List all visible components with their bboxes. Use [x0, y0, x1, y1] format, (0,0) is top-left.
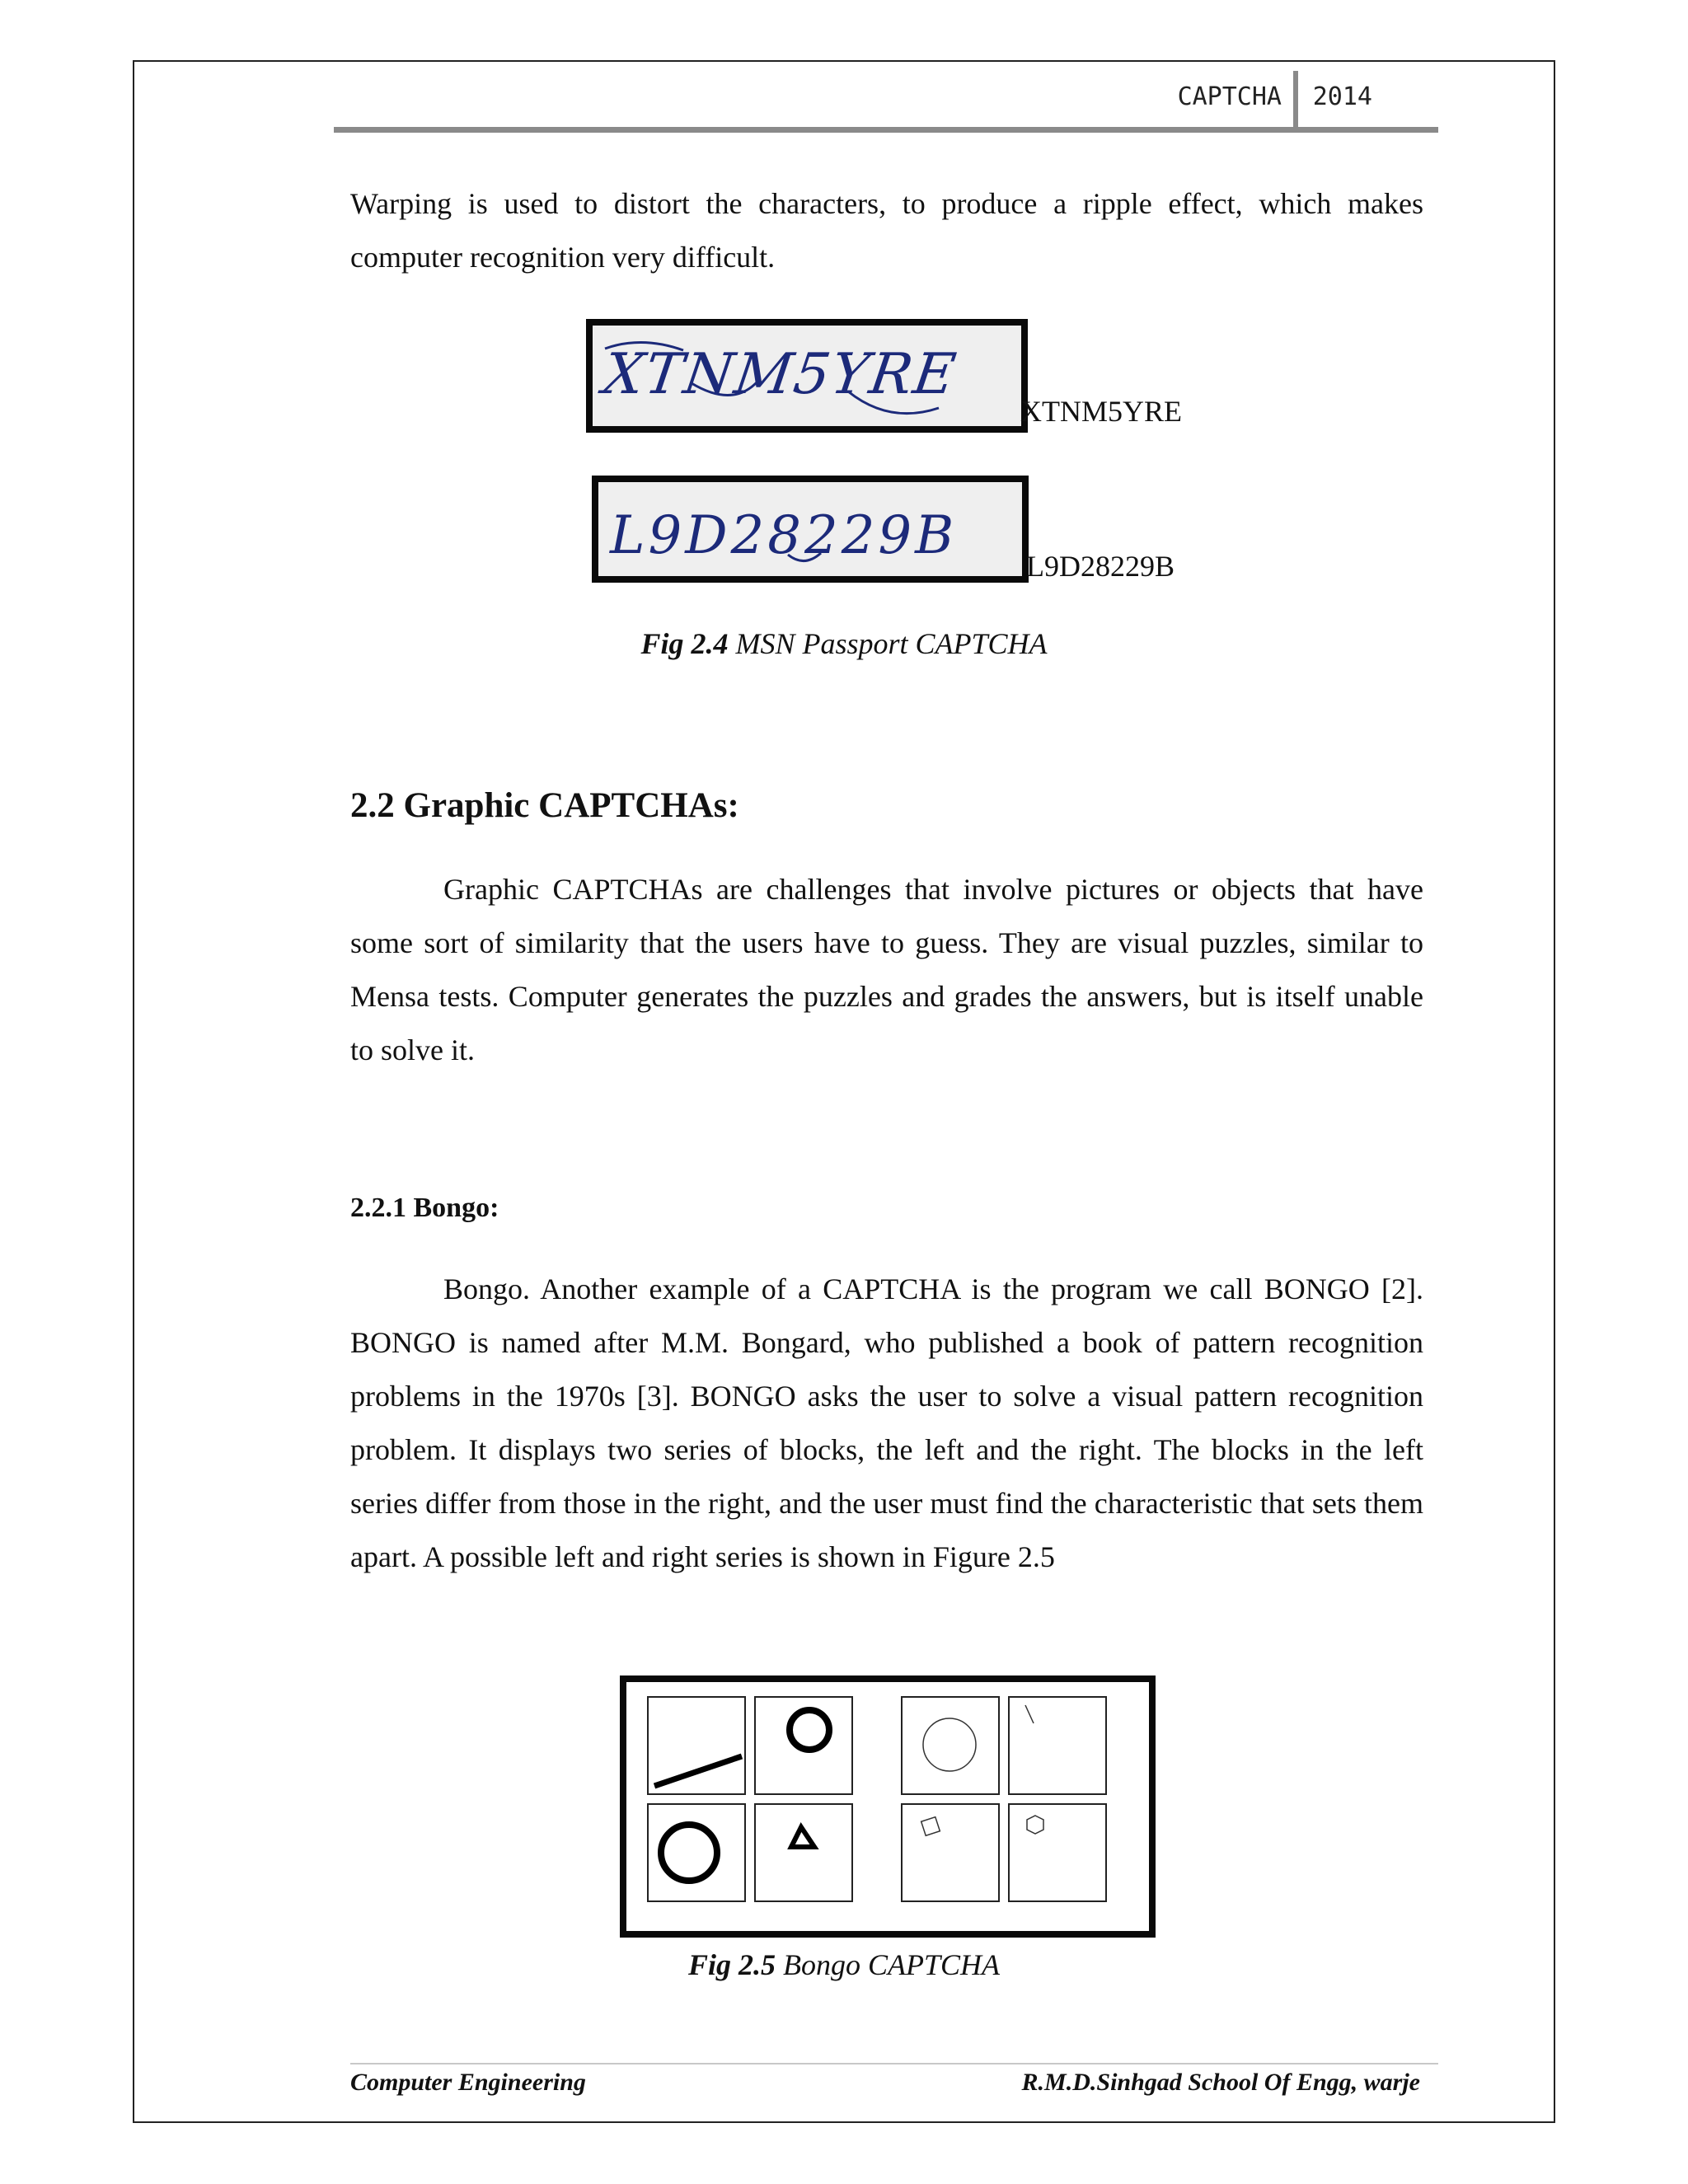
bongo-line-thin [1025, 1705, 1034, 1723]
footer-right: R.M.D.Sinhgad School Of Engg, warje [1021, 2069, 1420, 2096]
fig-2-5-text: Bongo CAPTCHA [776, 1948, 1001, 1981]
captcha-2-answer: L9D28229B [1026, 550, 1175, 583]
section-2-2-1-paragraph: Bongo. Another example of a CAPTCHA is the program we call BONGO [2]. BONGO is named after M.M. Bongard, who published a book of pattern recognition problems in the 1970s [3]. BONGO asks the user to solve a visual pattern recognition problem. It displays two series of blocks, the left and the right. The blocks in the left series differ from those in the right, and the user must find the characteristic that sets them apart. A possible left and right series is shown in Figure 2.5 [350, 1272, 1423, 1573]
section-2-2-paragraph: Graphic CAPTCHAs are challenges that involve pictures or objects that have some sort of similarity that the users have to guess. They are visual puzzles, similar to Mensa tests. Computer generates the puzzles and grades the answers, but is itself unable to solve it. [350, 873, 1423, 1066]
bongo-hexagon-thin [1027, 1816, 1043, 1834]
header-title: CAPTCHA [1177, 82, 1282, 111]
bongo-triangle-thick [791, 1827, 814, 1847]
fig-2-4-number: Fig 2.4 [640, 627, 729, 660]
section-2-2-1-heading: 2.2.1 Bongo: [350, 1193, 499, 1223]
intro-paragraph: Warping is used to distort the characters, to produce a ripple effect, which makes computer recognition very difficult. [350, 187, 1423, 274]
bongo-right-block-1 [902, 1697, 999, 1794]
fig-2-4-caption [0, 626, 1688, 661]
bongo-right-block-2 [1009, 1697, 1106, 1794]
section-2-2-heading: 2.2 Graphic CAPTCHAs: [350, 786, 739, 825]
bongo-square-thin [921, 1817, 940, 1836]
footer-rule [350, 2063, 1438, 2064]
bongo-circle-thin [923, 1718, 976, 1771]
fig-2-5-caption [0, 1947, 1688, 1982]
captcha-image-2 [592, 476, 1029, 583]
bongo-line-thick [654, 1756, 742, 1786]
bongo-left-block-1 [648, 1697, 745, 1794]
fig-2-4-text: MSN Passport CAPTCHA [728, 627, 1048, 660]
bongo-circle-thick-small [790, 1710, 829, 1750]
bongo-circle-thick-large [661, 1825, 717, 1881]
bongo-right-block-4 [1009, 1804, 1106, 1901]
page-header [334, 71, 1438, 129]
header-rule [334, 127, 1438, 133]
fig-2-5-number: Fig 2.5 [687, 1948, 776, 1981]
bongo-right-block-3 [902, 1804, 999, 1901]
header-separator [1293, 71, 1298, 129]
header-year: 2014 [1312, 82, 1372, 111]
captcha-1-glyphs: XTNM5YRE [599, 342, 961, 407]
bongo-left-block-4 [755, 1804, 852, 1901]
bongo-figure [620, 1675, 1156, 1938]
captcha-image-1 [586, 319, 1028, 433]
captcha-2-glyphs: L9D28229B [610, 505, 958, 566]
footer-left: Computer Engineering [350, 2069, 586, 2096]
captcha-1-answer: XTNM5YRE [1020, 395, 1182, 428]
